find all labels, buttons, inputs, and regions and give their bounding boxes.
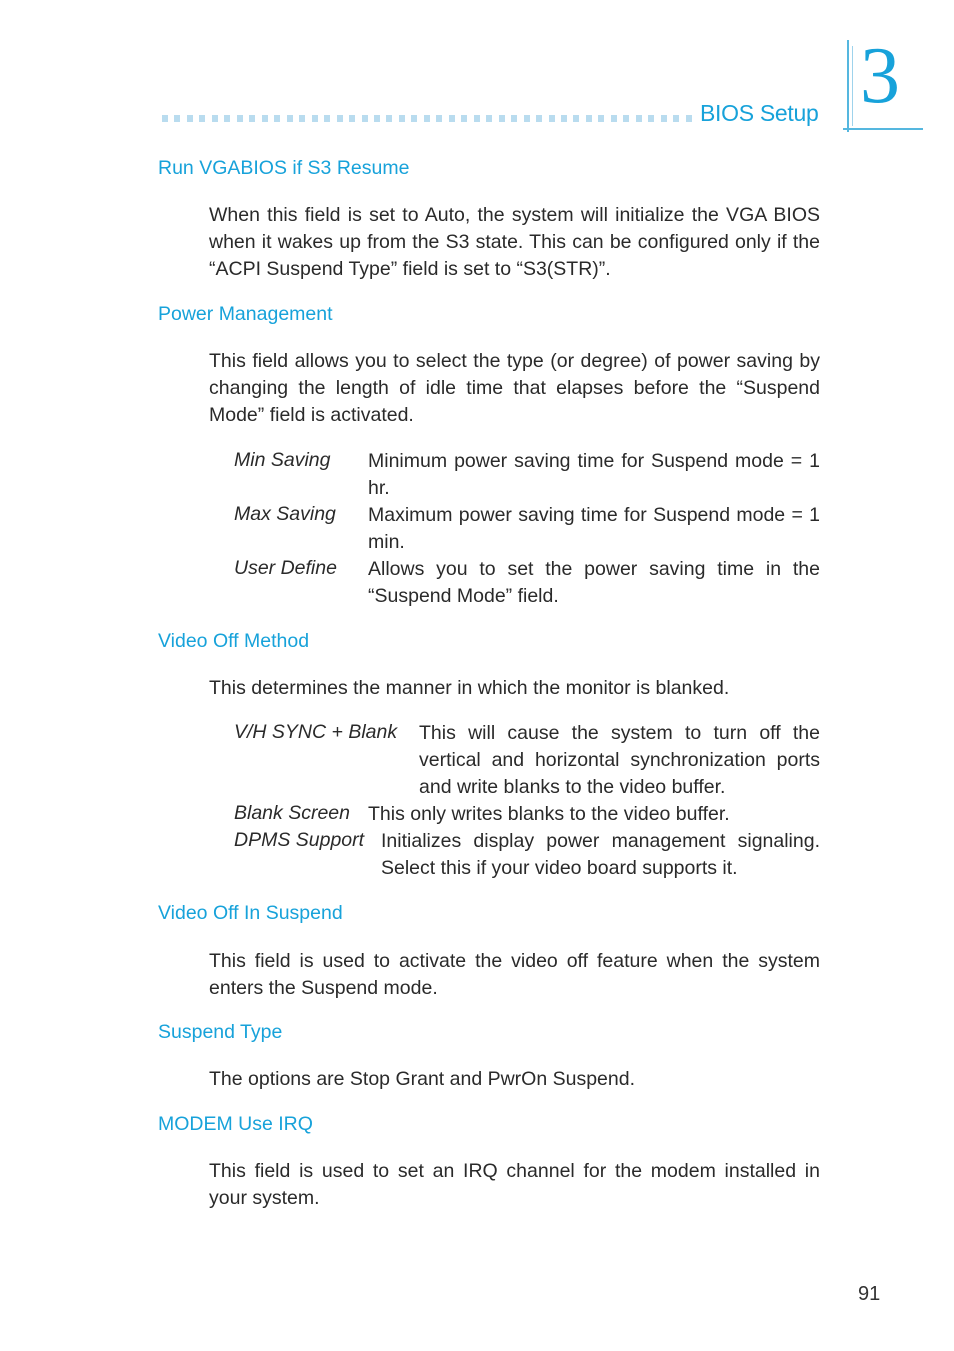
option-desc-blank-screen: This only writes blanks to the video buffer. — [368, 803, 730, 825]
header-dot-rule — [162, 114, 692, 123]
option-desc-dpms-support: Initializes display power management signaling. Select this if your video board supports it. — [381, 830, 820, 879]
option-label-blank-screen: Blank Screen — [234, 802, 350, 824]
section-title-modem-use-irq: MODEM Use IRQ — [158, 1113, 313, 1135]
option-label-min-saving: Min Saving — [234, 449, 331, 471]
section-title-run-vgabios: Run VGABIOS if S3 Resume — [158, 157, 410, 179]
section-title-power-management: Power Management — [158, 303, 333, 325]
chapter-tab-horizontal-line — [843, 128, 923, 130]
section-title-video-off-in-suspend: Video Off In Suspend — [158, 902, 343, 924]
section-text-video-off-in-suspend: This field is used to activate the video off feature when the system enters the Suspend mode. — [209, 950, 820, 999]
option-desc-min-saving: Minimum power saving time for Suspend mode = 1 hr. — [368, 450, 820, 499]
section-text-modem-use-irq: This field is used to set an IRQ channel for the modem installed in your system. — [209, 1160, 820, 1209]
option-label-vh-sync-blank: V/H SYNC + Blank — [234, 721, 398, 743]
section-text-suspend-type: The options are Stop Grant and PwrOn Suspend. — [209, 1068, 636, 1090]
section-text-video-off-method: This determines the manner in which the monitor is blanked. — [209, 677, 730, 699]
option-label-max-saving: Max Saving — [234, 503, 336, 525]
section-title-video-off-method: Video Off Method — [158, 630, 310, 652]
option-desc-max-saving: Maximum power saving time for Suspend mode = 1 min. — [368, 504, 820, 553]
chapter-tab-inner-line — [852, 46, 853, 126]
option-desc-vh-sync-blank: This will cause the system to turn off the vertical and horizontal synchronization ports and write blanks to the video buffer. — [419, 722, 820, 798]
option-label-dpms-support: DPMS Support — [234, 829, 365, 851]
section-text-run-vgabios: When this field is set to Auto, the system will initialize the VGA BIOS when it wakes up from the S3 state. This can be configured only if the “ACPI Suspend Type” field is set to “S3(STR)”. — [209, 204, 820, 280]
section-text-power-management: This field allows you to select the type (or degree) of power saving by changing the length of idle time that elapses before the “Suspend Mode” field is activated. — [209, 350, 820, 426]
option-label-user-define: User Define — [234, 557, 337, 579]
page-number: 91 — [858, 1283, 881, 1305]
option-desc-user-define: Allows you to set the power saving time in the “Suspend Mode” field. — [368, 558, 820, 607]
running-header-title: BIOS Setup — [700, 100, 819, 126]
chapter-tab-vertical-line — [847, 40, 849, 132]
section-title-suspend-type: Suspend Type — [158, 1021, 283, 1043]
chapter-number: 3 — [860, 32, 900, 120]
